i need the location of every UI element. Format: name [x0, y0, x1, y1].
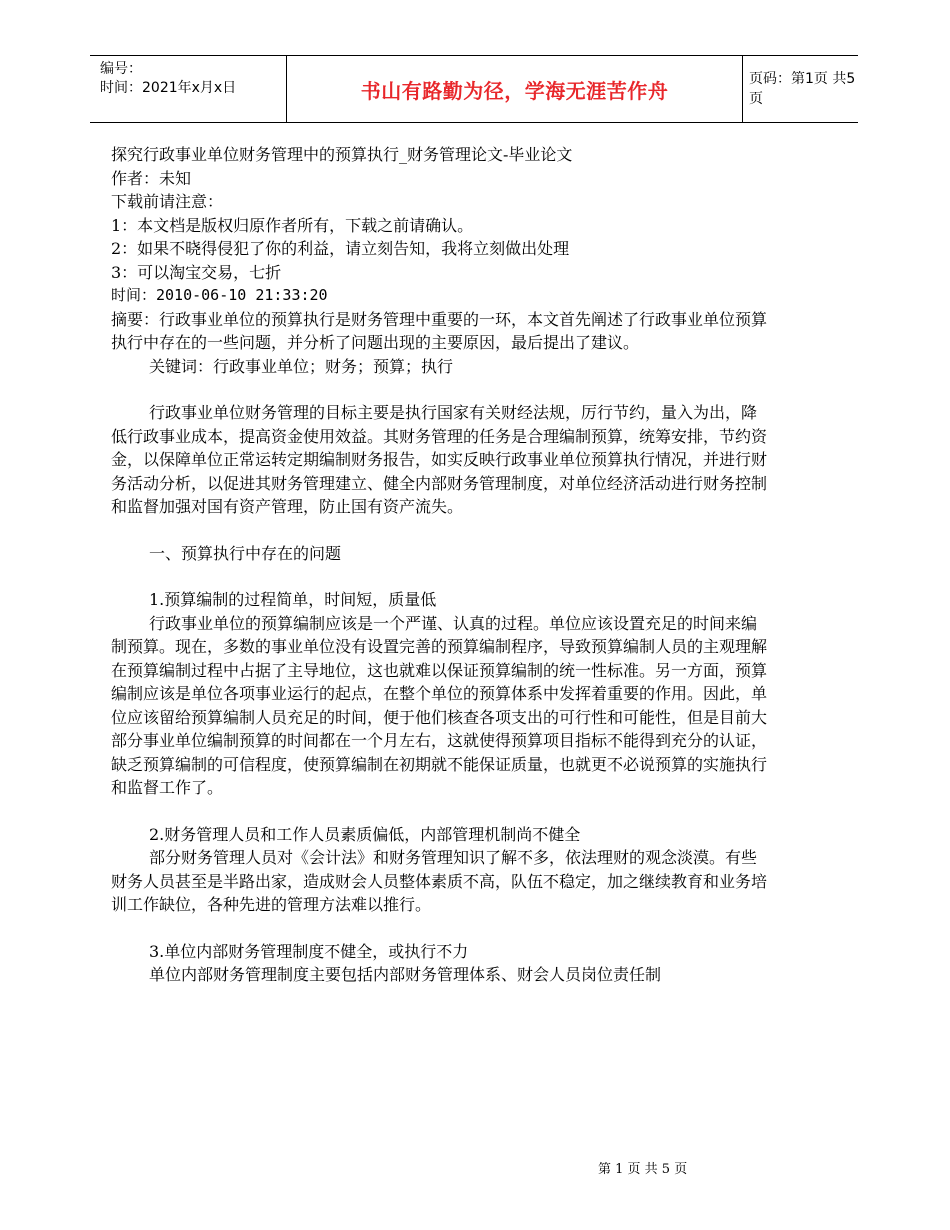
subsection-body-2: 部分财务管理人员对《会计法》和财务管理知识了解不多，依法理财的观念淡漠。有些财务人员甚至是半路出家，造成财会人员整体素质不高，队伍不稳定，加之继续教育和业务培训工作缺位，各种先进的管理方法难以推行。 — [111, 848, 768, 914]
abstract: 摘要：行政事业单位的预算执行是财务管理中重要的一环，本文首先阐述了行政事业单位预算执行中存在的一些问题，并分析了问题出现的主要原因，最后提出了建议。 — [111, 309, 768, 352]
notice-item-2: 2：如果不晓得侵犯了你的利益，请立刻告知，我将立刻做出处理 — [111, 239, 570, 258]
document-author: 作者：未知 — [111, 168, 192, 188]
header-motto: 书山有路勤为径，学海无涯苦作舟 — [360, 78, 669, 103]
header-motto-cell — [286, 56, 743, 122]
intro-paragraph: 行政事业单位财务管理的目标主要是执行国家有关财经法规，厉行节约，量入为出，降低行政事业成本，提高资金使用效益。其财务管理的任务是合理编制预算，统筹安排，节约资金，以保障单位正常运转定期编制财务报告，如实反映行政事业单位预算执行情况，并进行财务活动分析，以促进其财务管理建立、健全内部财务管理制度，对单位经济活动进行财务控制和监督加强对国有资产管理，防止国有资产流失。 — [111, 403, 768, 516]
notice-item-1: 1：本文档是版权归原作者所有，下载之前请确认。 — [111, 215, 474, 235]
document-body — [111, 143, 771, 987]
header-page-number: 页码：第1页 共5页 — [749, 71, 856, 107]
document-time-label: 时间：2021年x月x日 — [100, 80, 237, 96]
subsection-title-1: 1.预算编制的过程简单，时间短，质量低 — [149, 590, 437, 609]
subsection-title-2: 2.财务管理人员和工作人员素质偏低，内部管理机制尚不健全 — [149, 824, 581, 844]
document-time: 时间：2010-06-10 21:33:20 — [111, 286, 328, 304]
page-header — [90, 55, 858, 123]
subsection-body-1: 行政事业单位的预算编制应该是一个严谨、认真的过程。单位应该设置充足的时间来编制预算。现在，多数的事业单位没有设置完善的预算编制程序，导致预算编制人员的主观理解在预算编制过程中占据了主导地位，这也就难以保证预算编制的统一性标准。另一方面，预算编制应该是单位各项事业运行的起点，在整个单位的预算体系中发挥着重要的作用。因此，单位应该留给预算编制人员充足的时间，便于他们核查各项支出的可行性和可能性，但是目前大部分事业单位编制预算的时间都在一个月左右，这就使得预算项目指标不能得到充分的认证，缺乏预算编制的可信程度，使预算编制在初期就不能保证质量，也就更不必说预算的实施执行和监督工作了。 — [111, 613, 768, 797]
keywords: 关键词：行政事业单位；财务；预算；执行 — [149, 356, 454, 376]
subsection-body-3: 单位内部财务管理制度主要包括内部财务管理体系、财会人员岗位责任制 — [149, 965, 662, 984]
section-heading-1: 一、预算执行中存在的问题 — [149, 543, 342, 563]
header-page-cell — [741, 56, 858, 122]
page-footer: 第 1 页 共 5 页 — [598, 1162, 688, 1177]
header-meta — [90, 56, 286, 122]
subsection-title-3: 3.单位内部财务管理制度不健全，或执行不力 — [149, 941, 469, 961]
document-number-label: 编号： — [100, 61, 142, 77]
notice-title: 下载前请注意： — [111, 192, 224, 211]
notice-item-3: 3：可以淘宝交易，七折 — [111, 262, 282, 282]
document-title: 探究行政事业单位财务管理中的预算执行_财务管理论文-毕业论文 — [111, 145, 573, 164]
